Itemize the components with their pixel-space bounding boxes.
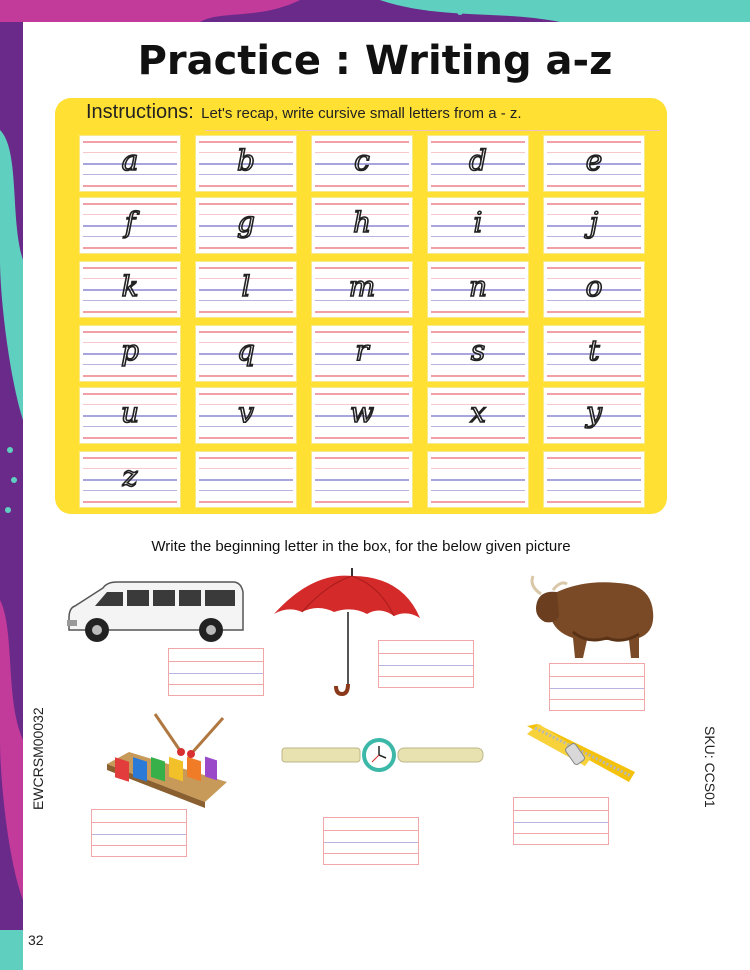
letter-card-a[interactable] (80, 136, 180, 191)
tracing-letter: z (122, 460, 138, 493)
answer-box-watch[interactable] (323, 817, 419, 865)
tracing-letter: y (586, 396, 602, 429)
yak-icon (527, 572, 657, 662)
tracing-letter: s (470, 334, 486, 367)
tracing-letter: n (468, 270, 488, 303)
tracing-letter: k (121, 270, 139, 303)
letter-card-i[interactable] (428, 198, 528, 253)
letter-card-r[interactable] (312, 326, 412, 381)
letter-card-f[interactable] (80, 198, 180, 253)
blank-card[interactable] (428, 452, 528, 507)
tracing-letter: v (238, 396, 254, 429)
tracing-letter: h (352, 206, 372, 239)
tracing-letter: a (121, 144, 139, 177)
page-number: 32 (28, 932, 44, 948)
instructions (86, 101, 522, 124)
letter-card-t[interactable] (544, 326, 644, 381)
letter-card-y[interactable] (544, 388, 644, 443)
letter-card-h[interactable] (312, 198, 412, 253)
tracing-letter: m (348, 270, 376, 303)
letter-card-u[interactable] (80, 388, 180, 443)
product-code: EWCRSM00032 (30, 707, 46, 810)
letter-card-v[interactable] (196, 388, 296, 443)
letter-card-p[interactable] (80, 326, 180, 381)
letter-card-m[interactable] (312, 262, 412, 317)
answer-box-xylophone[interactable] (91, 809, 187, 857)
blank-card[interactable] (196, 452, 296, 507)
blank-card[interactable] (312, 452, 412, 507)
letter-card-q[interactable] (196, 326, 296, 381)
answer-box-zipper[interactable] (513, 797, 609, 845)
letter-card-b[interactable] (196, 136, 296, 191)
tracing-letter: g (237, 206, 255, 239)
tracing-letter: r (355, 334, 369, 367)
tracing-letter: p (121, 334, 139, 367)
letter-card-k[interactable] (80, 262, 180, 317)
letter-card-x[interactable] (428, 388, 528, 443)
tracing-letter: i (473, 206, 483, 239)
picture-instructions: Write the beginning letter in the box, for the below given picture (151, 538, 571, 555)
tracing-letter: f (124, 206, 136, 239)
page-title: Practice : Writing a-z (137, 38, 613, 84)
letter-card-n[interactable] (428, 262, 528, 317)
watch-icon (280, 738, 485, 774)
letter-card-c[interactable] (312, 136, 412, 191)
tracing-letter: t (588, 334, 600, 367)
tracing-letter: j (589, 206, 599, 239)
letter-card-s[interactable] (428, 326, 528, 381)
letter-card-g[interactable] (196, 198, 296, 253)
instructions-text: Let's recap, write cursive small letters from a - z. (201, 105, 522, 122)
answer-box-van[interactable] (168, 648, 264, 696)
instructions-underline (205, 130, 660, 131)
letter-card-l[interactable] (196, 262, 296, 317)
zipper-icon (525, 722, 637, 784)
tracing-letter: x (470, 396, 486, 429)
instructions-label: Instructions: (86, 101, 194, 123)
letter-card-d[interactable] (428, 136, 528, 191)
sku-label: SKU: CCS01 (702, 726, 718, 808)
blank-card[interactable] (544, 452, 644, 507)
answer-box-umbrella[interactable] (378, 640, 474, 688)
letter-card-e[interactable] (544, 136, 644, 191)
tracing-letter: e (585, 144, 603, 177)
van-icon (65, 578, 245, 648)
tracing-letter: w (350, 396, 374, 429)
letter-card-j[interactable] (544, 198, 644, 253)
letter-card-z[interactable] (80, 452, 180, 507)
xylophone-icon (105, 712, 230, 812)
tracing-letter: u (120, 396, 140, 429)
letter-card-w[interactable] (312, 388, 412, 443)
tracing-letter: q (237, 334, 255, 367)
tracing-letter: d (469, 144, 487, 177)
answer-box-yak[interactable] (549, 663, 645, 711)
letter-card-o[interactable] (544, 262, 644, 317)
tracing-letter: l (241, 270, 251, 303)
tracing-letter: b (237, 144, 255, 177)
tracing-letter: c (354, 144, 370, 177)
tracing-letter: o (585, 270, 603, 303)
